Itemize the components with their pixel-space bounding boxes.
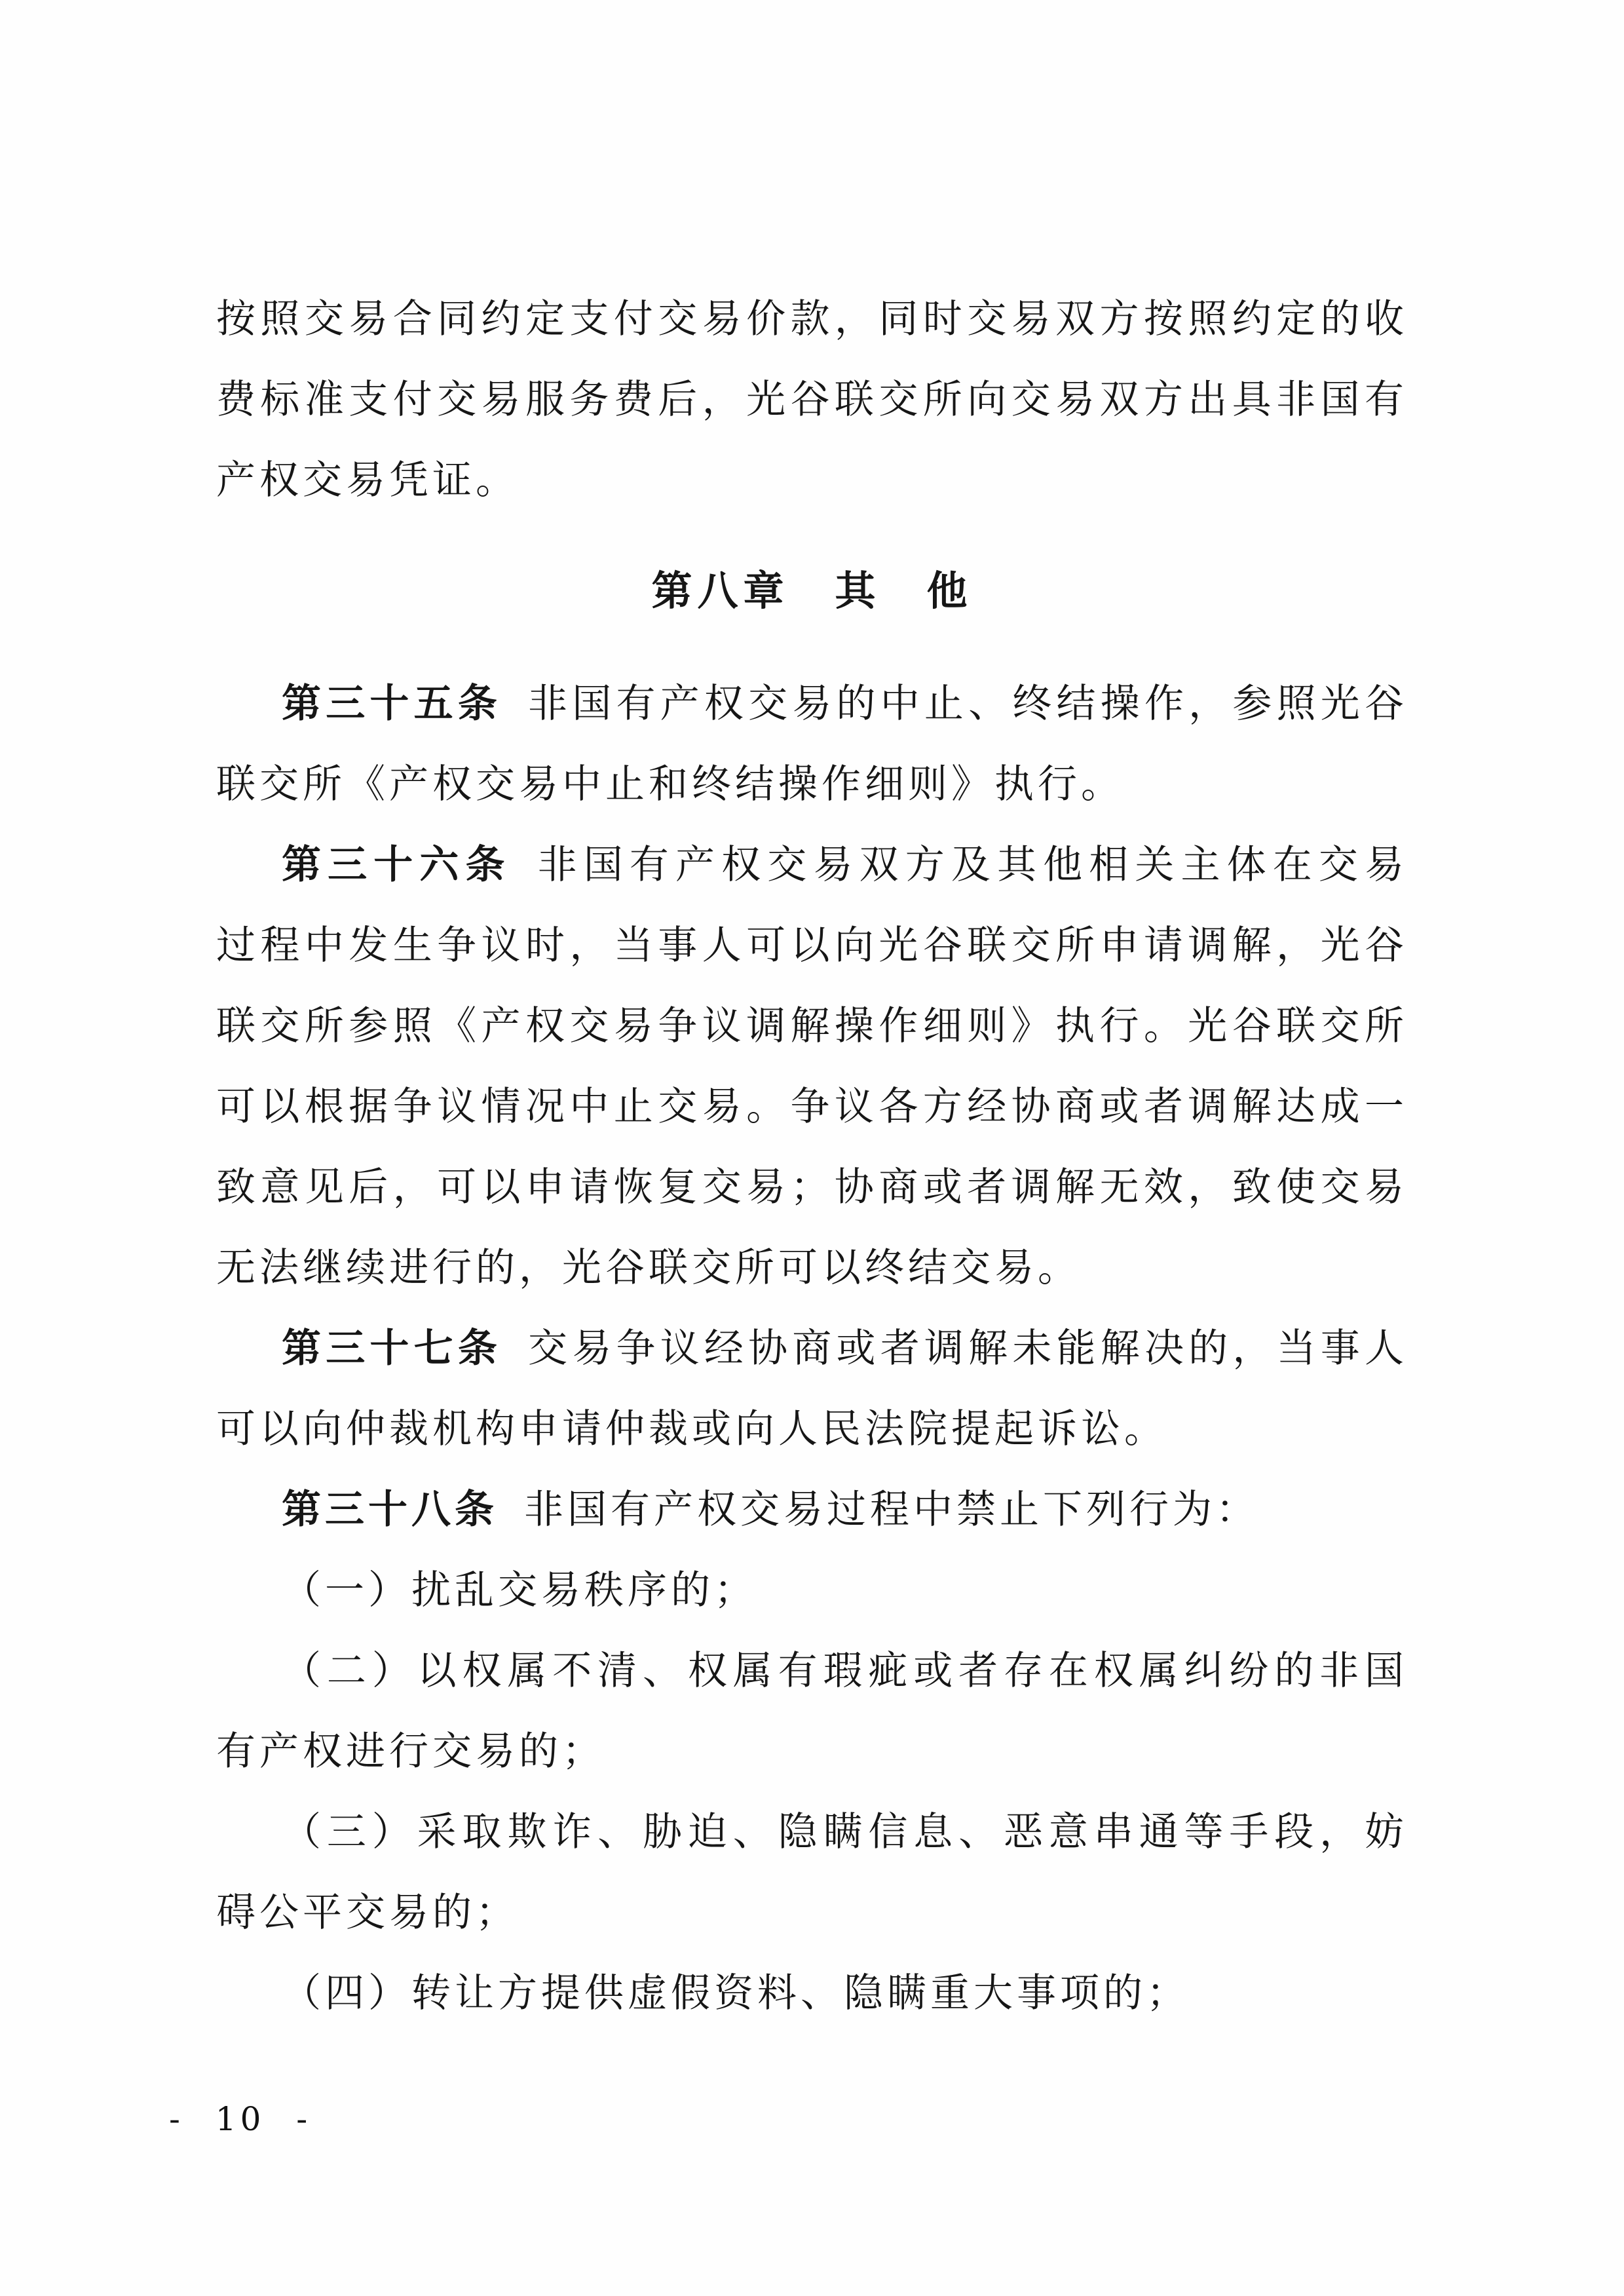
text-line: 产权交易凭证。 bbox=[216, 459, 519, 502]
text-line: 碍公平交易的； bbox=[216, 1891, 519, 1934]
article-number: 第三十七条 bbox=[282, 1326, 502, 1371]
text-line bbox=[216, 825, 1408, 906]
list-item-line: （四）转让方提供虚假资料、隐瞒重大事项的； bbox=[282, 1972, 1190, 2015]
page-number: - 10 - bbox=[169, 2100, 312, 2138]
chapter-heading: 第八章 其 他 bbox=[651, 567, 973, 615]
article-text: 交易争议经协商或者调解未能解决的，当事人 bbox=[528, 1327, 1408, 1370]
text-line: 有产权进行交易的； bbox=[216, 1730, 605, 1773]
article-text: 非国有产权交易过程中禁止下列行为： bbox=[524, 1488, 1259, 1531]
text-line bbox=[216, 1309, 1408, 1389]
text-line: 无法继续进行的，光谷联交所可以终结交易。 bbox=[216, 1246, 1081, 1290]
list-item-line: （三）采取欺诈、胁迫、隐瞒信息、恶意串通等手段，妨 bbox=[282, 1810, 1408, 1854]
text-line bbox=[216, 664, 1408, 744]
text-line: 联交所《产权交易中止和终结操作细则》执行。 bbox=[216, 763, 1124, 806]
article-number: 第三十八条 bbox=[282, 1487, 498, 1533]
article-text: 非国有产权交易的中止、终结操作，参照光谷 bbox=[528, 682, 1408, 725]
text-line: 致意见后，可以申请恢复交易；协商或者调解无效，致使交易 bbox=[216, 1166, 1408, 1209]
text-line: 可以向仲裁机构申请仲裁或向人民法院提起诉讼。 bbox=[216, 1407, 1167, 1451]
article-text: 非国有产权交易双方及其他相关主体在交易 bbox=[537, 843, 1408, 887]
text-line: 费标准支付交易服务费后，光谷联交所向交易双方出具非国有 bbox=[216, 378, 1408, 421]
text-line: 联交所参照《产权交易争议调解操作细则》执行。光谷联交所 bbox=[216, 1004, 1408, 1048]
list-item-line: （一）扰乱交易秩序的； bbox=[282, 1569, 757, 1612]
article-number: 第三十五条 bbox=[282, 681, 502, 727]
text-line: 按照交易合同约定支付交易价款，同时交易双方按照约定的收 bbox=[216, 297, 1408, 341]
article-number: 第三十六条 bbox=[282, 842, 512, 888]
list-item-line: （二）以权属不清、权属有瑕疵或者存在权属纠纷的非国 bbox=[282, 1649, 1408, 1693]
text-line: 过程中发生争议时，当事人可以向光谷联交所申请调解，光谷 bbox=[216, 924, 1408, 967]
text-line bbox=[216, 1470, 1408, 1550]
document-body bbox=[216, 279, 1408, 2034]
text-line: 可以根据争议情况中止交易。争议各方经协商或者调解达成一 bbox=[216, 1085, 1408, 1128]
